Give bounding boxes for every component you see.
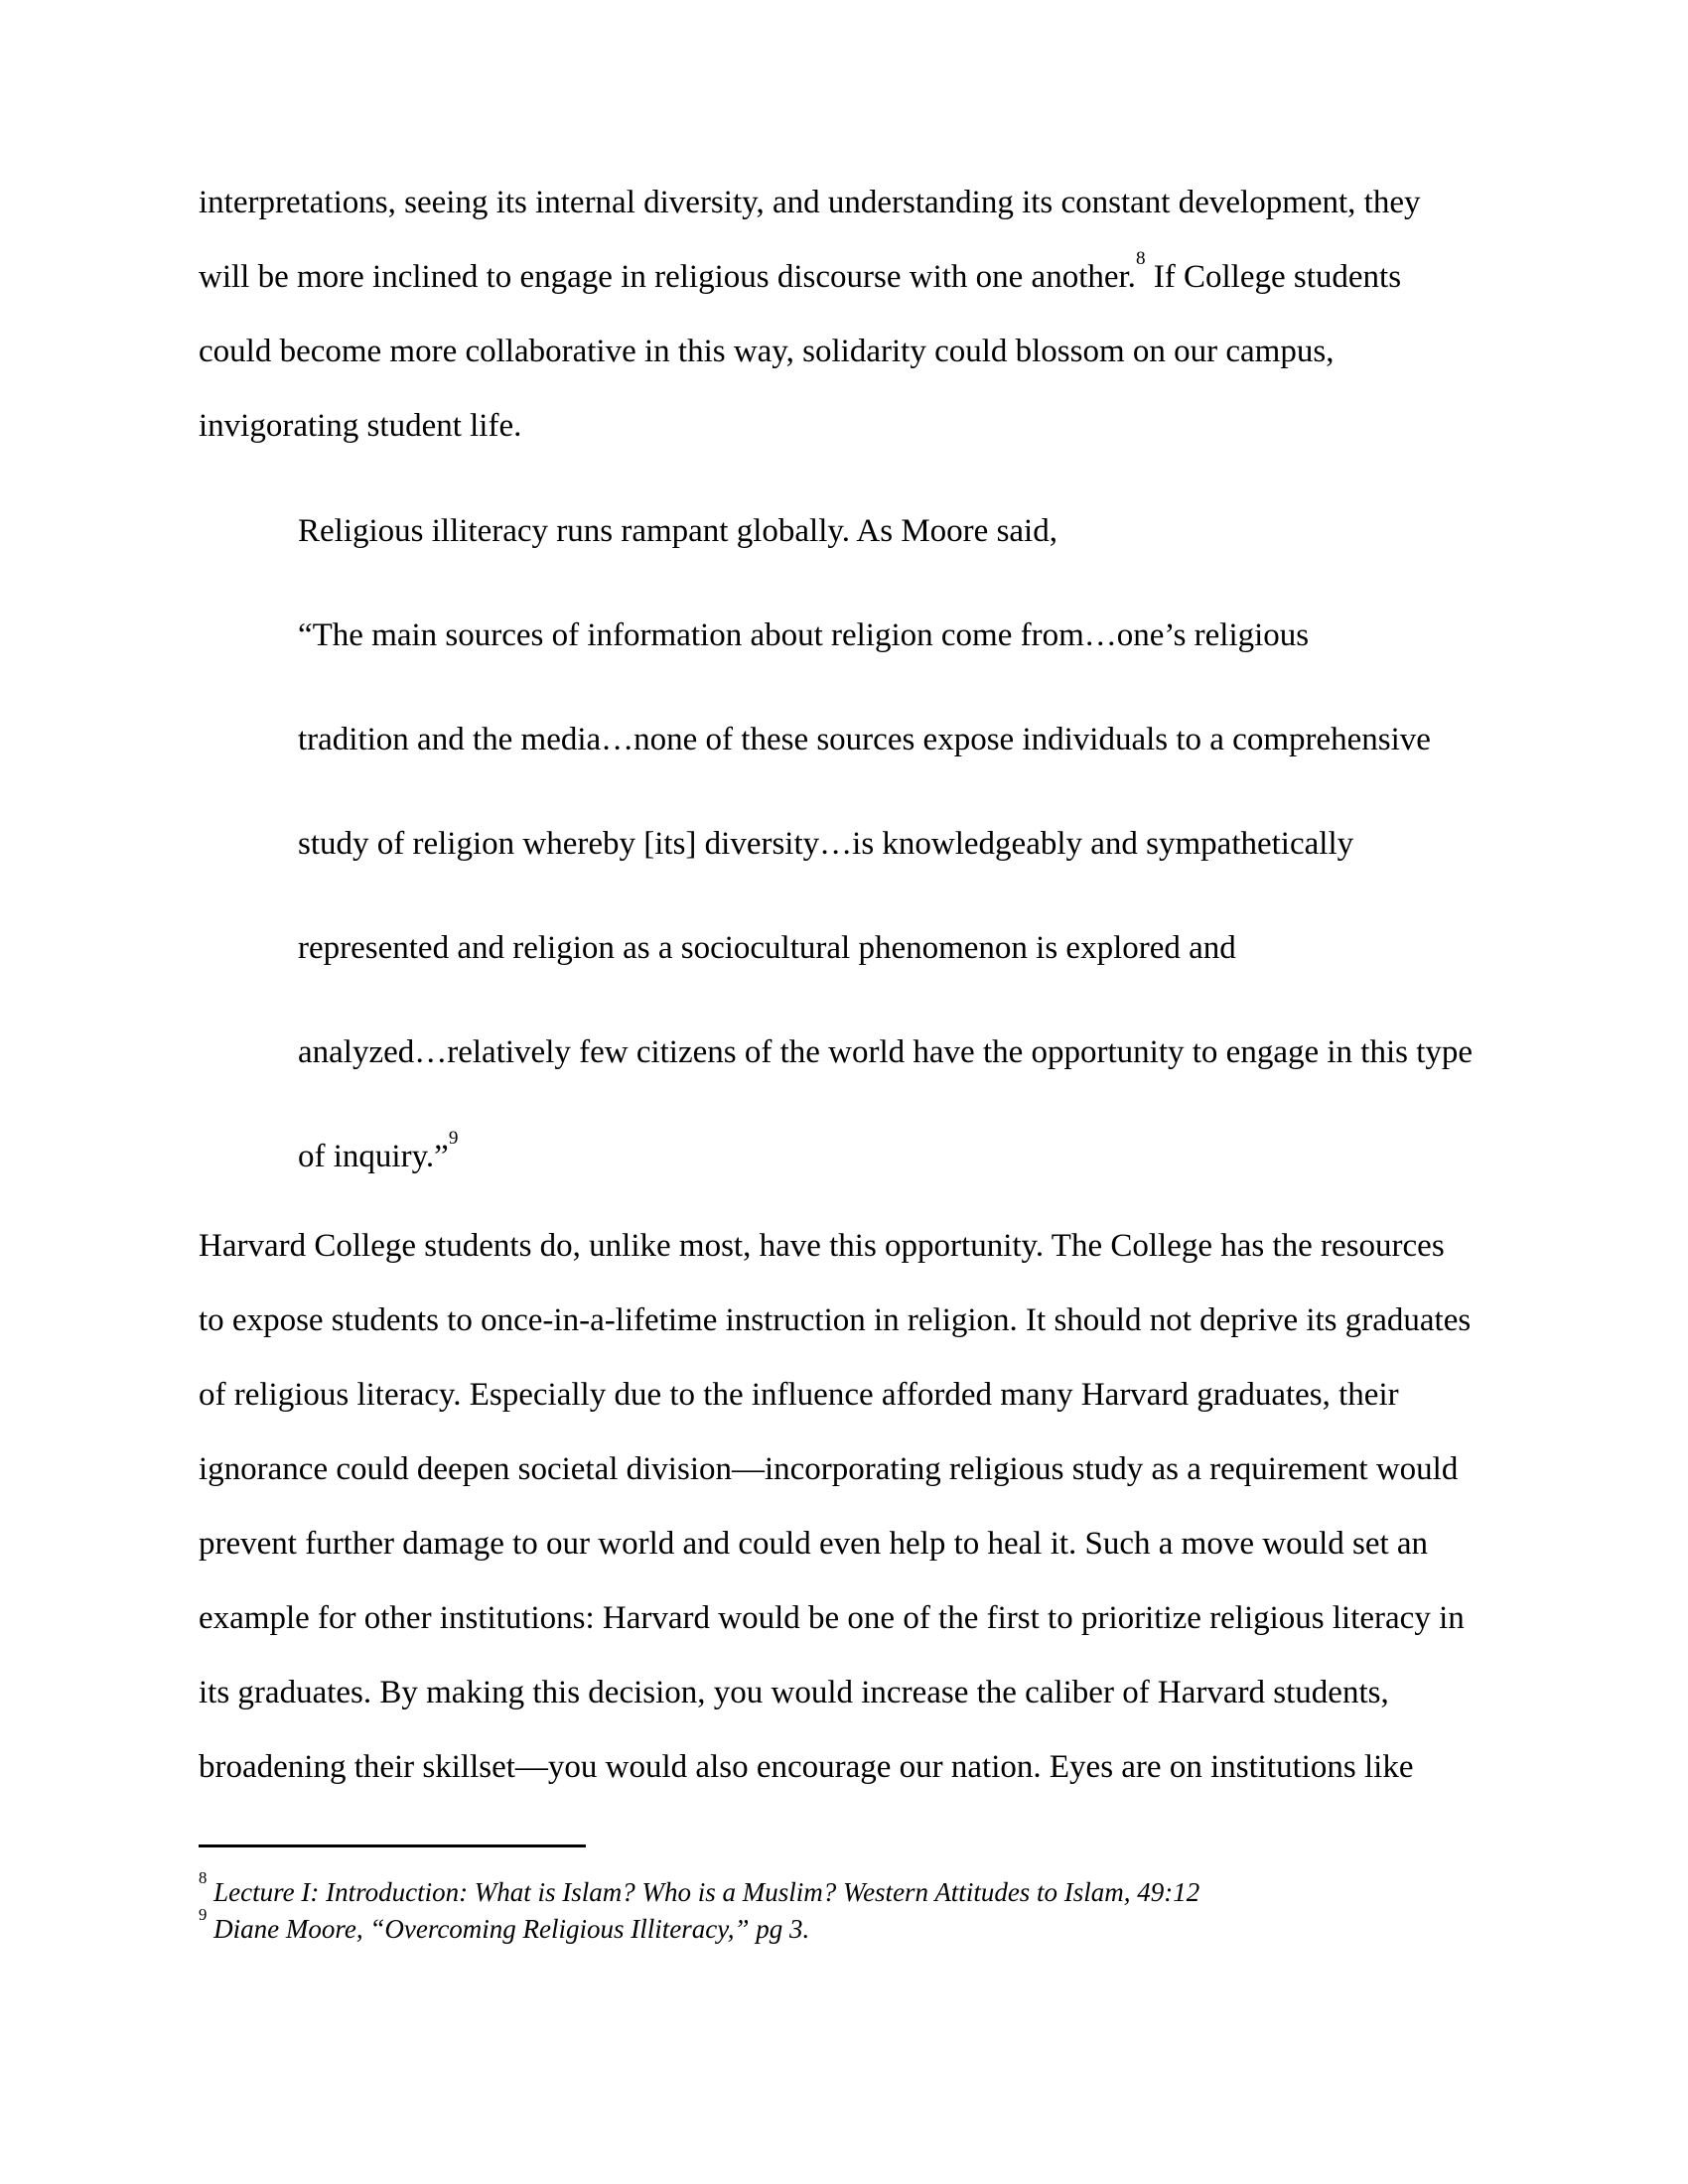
quote-line: study of religion whereby [its] diversity…is knowledgeably and sympathetically xyxy=(298,826,1354,862)
paragraph-2-lead xyxy=(298,479,1057,584)
footnote-1 xyxy=(199,1867,1200,1911)
text-segment: of inquiry.” xyxy=(298,1139,449,1174)
quote-line: tradition and the media…none of these sources expose individuals to a comprehensive xyxy=(298,722,1431,757)
quote-line: analyzed…relatively few citizens of the world have the opportunity to engage in this type xyxy=(298,1034,1474,1070)
footnote-text: Diane Moore, “Overcoming Religious Illiteracy,” pg 3. xyxy=(207,1914,810,1944)
paragraph-3 xyxy=(199,1209,1471,1805)
text-line: invigorating student life. xyxy=(199,408,522,444)
quote-line: represented and religion as a sociocultural phenomenon is explored and xyxy=(298,930,1236,966)
text-line: ignorance could deepen societal division—incorporating religious study as a requirement would xyxy=(199,1451,1459,1487)
text-line: to expose students to once-in-a-lifetime instruction in religion. It should not deprive its graduates xyxy=(199,1302,1472,1338)
text-line: its graduates. By making this decision, you would increase the caliber of Harvard students, xyxy=(199,1675,1389,1710)
text-line: interpretations, seeing its internal diversity, and understanding its constant development, they xyxy=(199,185,1421,220)
footnote-number-9: 9 xyxy=(199,1904,208,1924)
footnote-ref-9: 9 xyxy=(448,1128,459,1150)
footnote-ref-8: 8 xyxy=(1135,248,1146,270)
text-segment: will be more inclined to engage in religious discourse with one another. xyxy=(199,259,1136,295)
text-line: example for other institutions: Harvard would be one of the first to prioritize religious literacy in xyxy=(199,1600,1465,1636)
text-segment: If College students xyxy=(1145,259,1402,295)
footnote-separator xyxy=(199,1844,586,1847)
text-line: Religious illiteracy runs rampant globally. As Moore said, xyxy=(298,513,1057,549)
text-line: could become more collaborative in this way, solidarity could blossom on our campus, xyxy=(199,334,1335,369)
text-line: broadening their skillset—you would also encourage our nation. Eyes are on institutions like xyxy=(199,1749,1414,1785)
text-line xyxy=(199,240,1421,315)
blockquote xyxy=(298,584,1473,1209)
footnote-text: Lecture I: Introduction: What is Islam? Who is a Muslim? Western Attitudes to Islam, 49:12 xyxy=(207,1877,1200,1907)
quote-line: “The main sources of information about religion come from…one’s religious xyxy=(298,617,1310,653)
footnote-2 xyxy=(199,1904,1199,1948)
footnotes xyxy=(199,1867,1200,1948)
footnote-number-8: 8 xyxy=(199,1867,208,1887)
quote-line xyxy=(298,1105,1473,1209)
text-line: prevent further damage to our world and could even help to heal it. Such a move would set an xyxy=(199,1526,1429,1562)
paragraph-1 xyxy=(199,166,1421,464)
text-line: Harvard College students do, unlike most, have this opportunity. The College has the resources xyxy=(199,1228,1445,1264)
text-line: of religious literacy. Especially due to the influence afforded many Harvard graduates, their xyxy=(199,1377,1399,1413)
